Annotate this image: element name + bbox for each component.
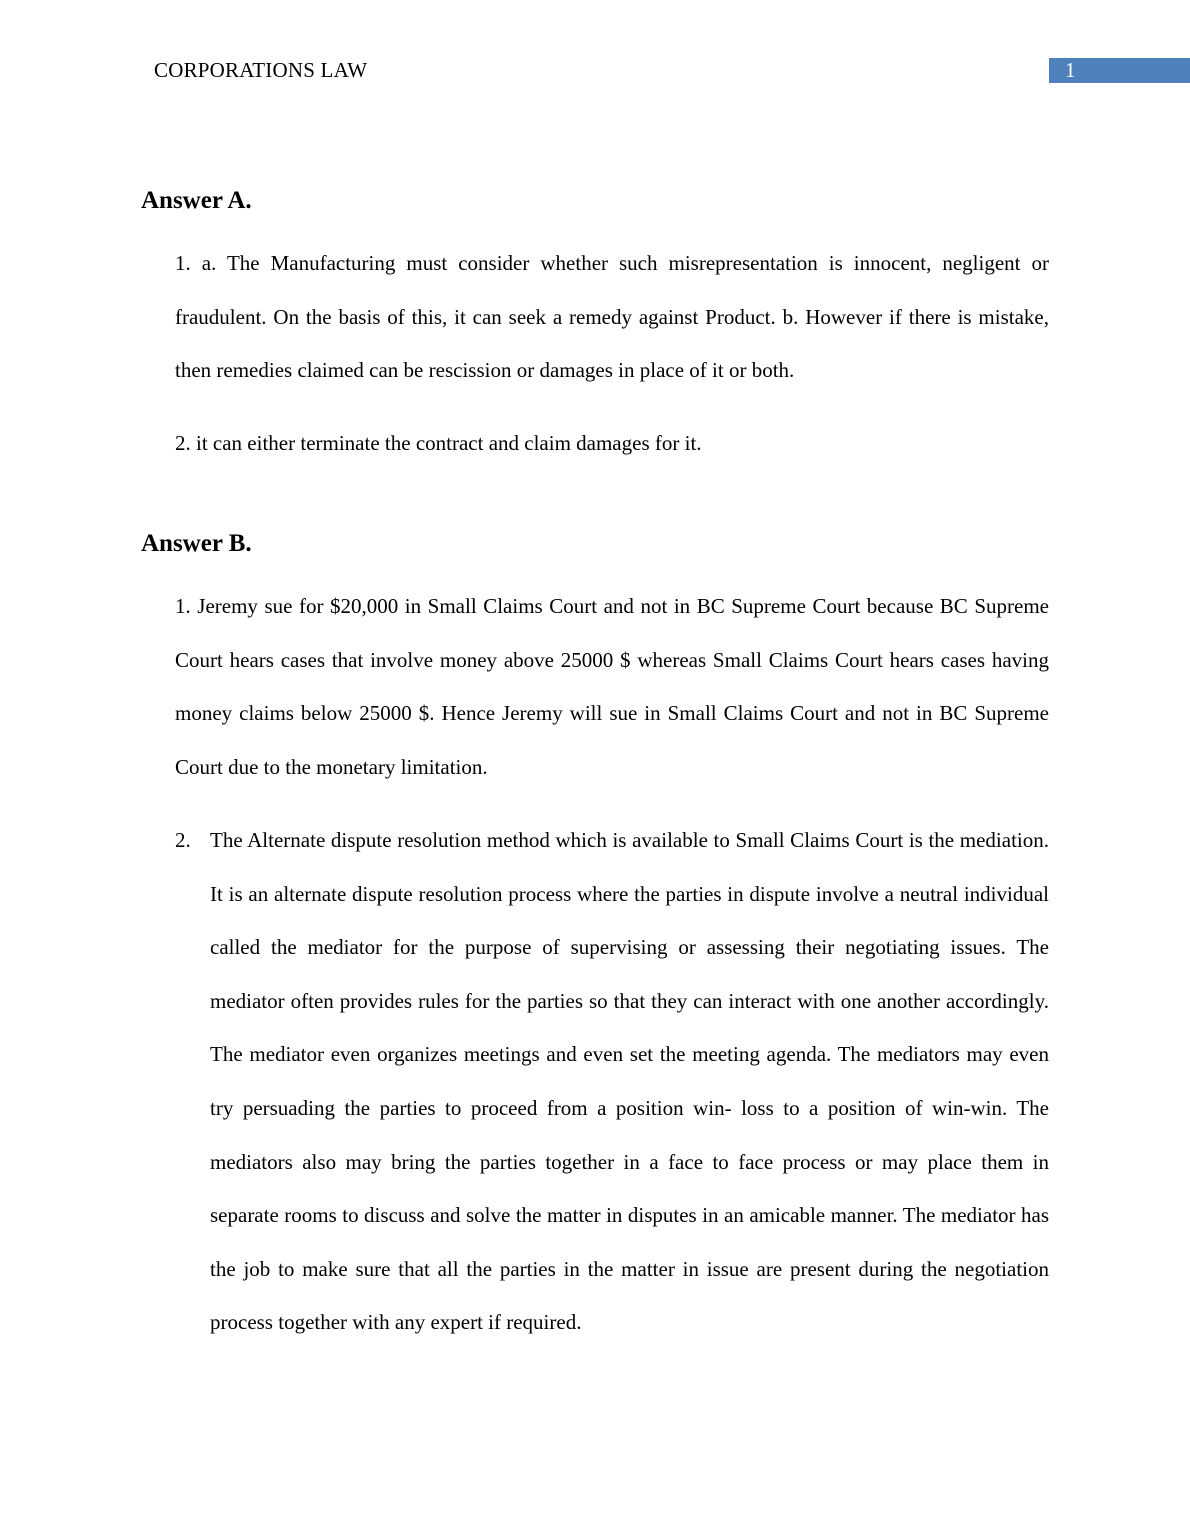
heading-answer-b: Answer B. <box>141 530 252 557</box>
page-number: 1 <box>1049 58 1190 83</box>
answer-b-paragraph-1: 1. Jeremy sue for $20,000 in Small Claims Court and not in BC Supreme Court because BC Supreme Court hears cases that involve money above 25000 $ whereas Small Claims Court hears cases having money claims below 25000 $. Hence Jeremy will sue in Small Claims Court and not in BC Supreme Court due to the monetary limitation. <box>175 594 1049 779</box>
list-item-text: The Alternate dispute resolution method which is available to Small Claims Court is the mediation. It is an alternate dispute resolution process where the parties in dispute involve a neutral individual called the mediator for the purpose of supervising or assessing their negotiating issues. The mediator often provides rules for the parties so that they can interact with one another accordingly. The mediator even organizes meetings and even set the meeting agenda. The mediators may even try persuading the parties to proceed from a position win- loss to a position of win-win. The mediators also may bring the parties together in a face to face process or may place them in separate rooms to discuss and solve the matter in disputes in an amicable manner. The mediator has the job to make sure that all the parties in the matter in issue are present during the negotiation process together with any expert if required. <box>210 828 1049 1335</box>
list-item-number: 2. <box>175 828 191 852</box>
running-head: CORPORATIONS LAW <box>154 58 368 82</box>
answer-a-paragraph-2: 2. it can either terminate the contract and claim damages for it. <box>175 431 702 455</box>
heading-answer-a: Answer A. <box>141 187 252 214</box>
answer-b-list-item-2 <box>175 814 1049 1350</box>
answer-a-paragraph-1: 1. a. The Manufacturing must consider whether such misrepresentation is innocent, negligent or fraudulent. On the basis of this, it can seek a remedy against Product. b. However if there is mistake, then remedies claimed can be rescission or damages in place of it or both. <box>175 251 1049 383</box>
